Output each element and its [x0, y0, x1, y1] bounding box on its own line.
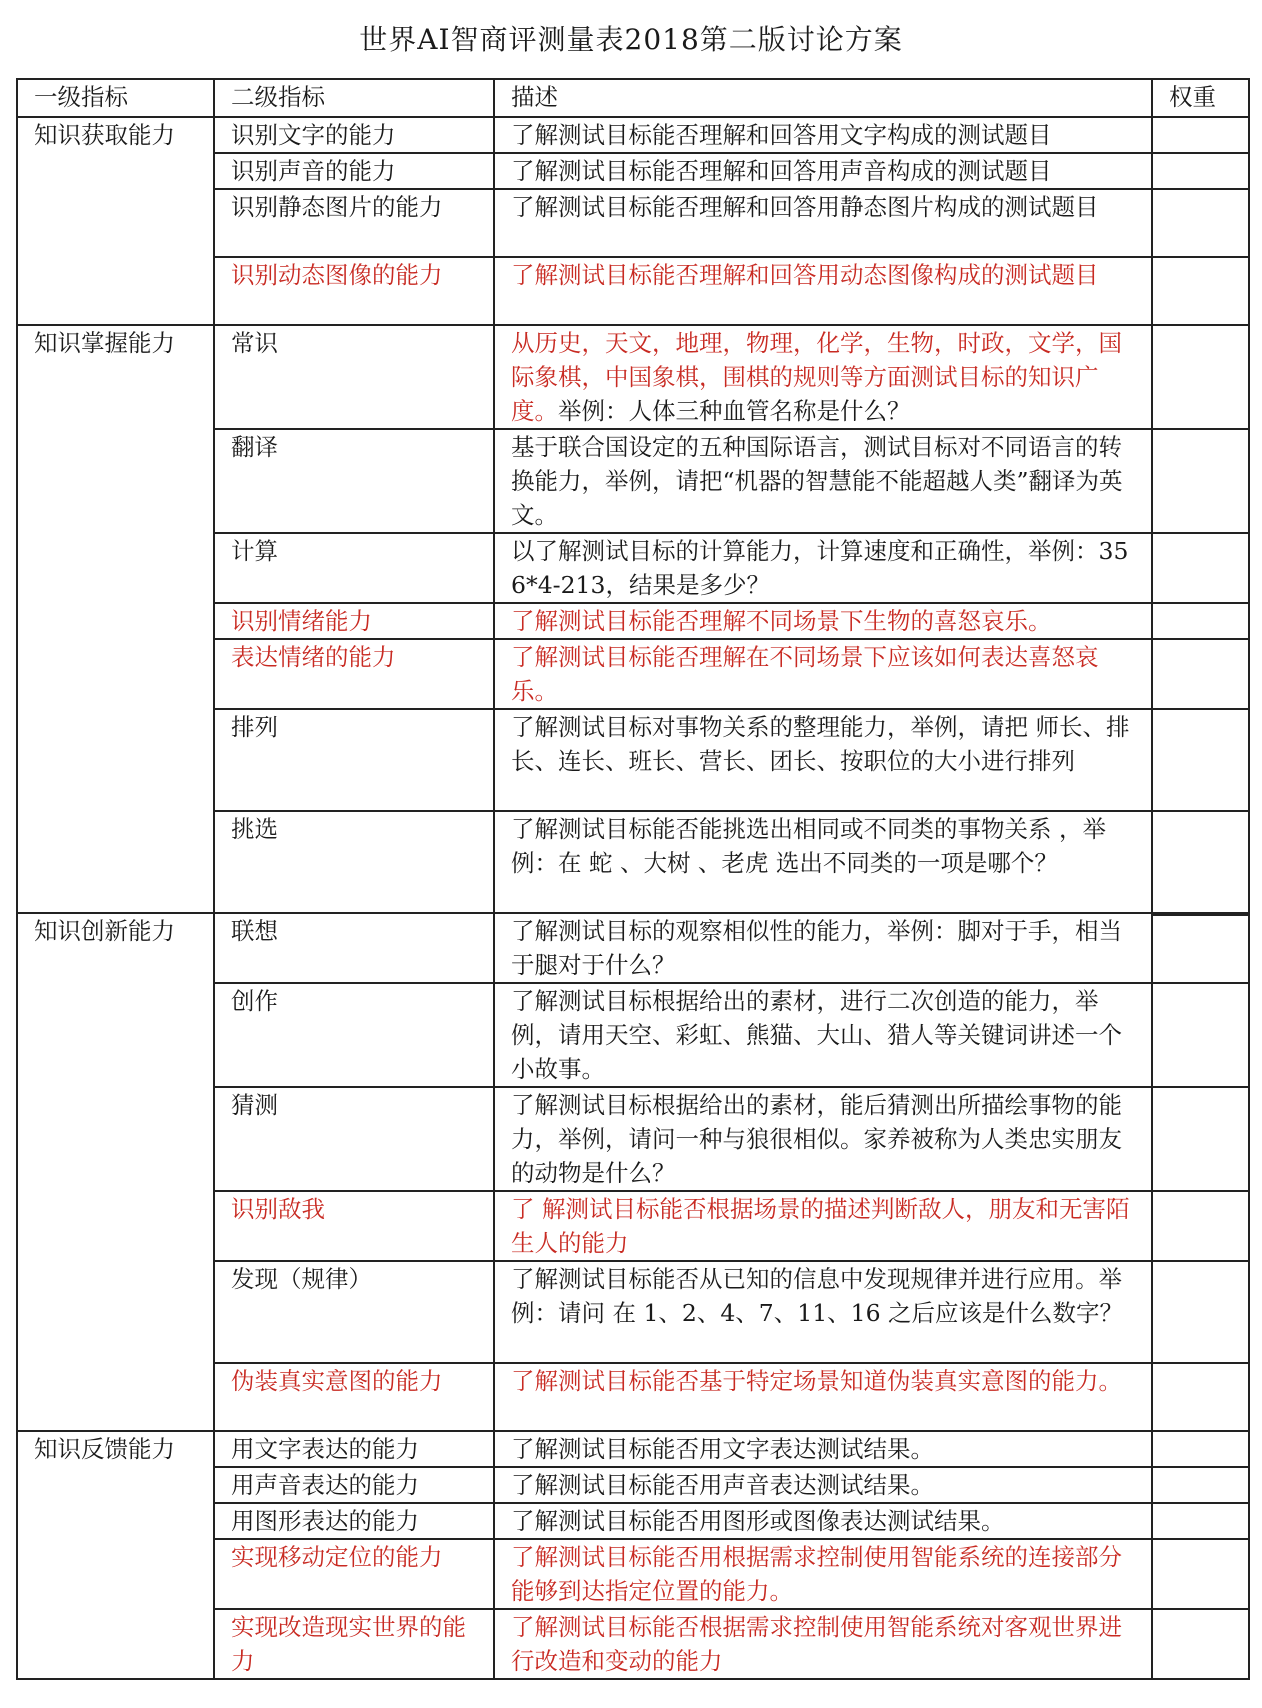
weight-cell	[1152, 533, 1249, 603]
description-cell: 了解测试目标根据给出的素材，进行二次创造的能力，举例，请用天空、彩虹、熊猫、大山、猎人等关键词讲述一个小故事。	[494, 983, 1152, 1087]
level2-cell: 常识	[214, 325, 494, 429]
weight-cell	[1152, 639, 1249, 709]
level2-cell: 识别动态图像的能力	[214, 257, 494, 325]
level2-cell: 用图形表达的能力	[214, 1503, 494, 1539]
level2-cell: 猜测	[214, 1087, 494, 1191]
description-cell: 了解测试目标的观察相似性的能力，举例：脚对于手，相当于腿对于什么？	[494, 913, 1152, 983]
weight-cell	[1152, 1261, 1249, 1363]
table-row	[17, 913, 1249, 983]
level2-cell: 识别文字的能力	[214, 117, 494, 153]
description-cell	[494, 325, 1152, 429]
weight-cell	[1152, 257, 1249, 325]
level2-cell: 发现（规律）	[214, 1261, 494, 1363]
weight-cell	[1152, 1467, 1249, 1503]
level2-cell: 挑选	[214, 811, 494, 913]
description-example: 举例：人体三种血管名称是什么？	[558, 397, 911, 425]
header-description: 描述	[494, 79, 1152, 117]
weight-cell	[1152, 153, 1249, 189]
description-cell: 了解测试目标对事物关系的整理能力，举例，请把 师长、排长、连长、班长、营长、团长、按职位的大小进行排列	[494, 709, 1152, 811]
description-cell: 了解测试目标能否能挑选出相同或不同类的事物关系 ，举例：在 蛇 、大树 、老虎 选出不同类的一项是哪个？	[494, 811, 1152, 913]
level2-cell: 创作	[214, 983, 494, 1087]
header-level2: 二级指标	[214, 79, 494, 117]
description-cell: 了解测试目标能否用图形或图像表达测试结果。	[494, 1503, 1152, 1539]
weight-cell	[1152, 189, 1249, 257]
description-cell: 了 解测试目标能否根据场景的描述判断敌人，朋友和无害陌生人的能力	[494, 1191, 1152, 1261]
weight-cell	[1152, 1087, 1249, 1191]
level1-cell: 知识掌握能力	[17, 325, 214, 913]
level2-cell: 排列	[214, 709, 494, 811]
weight-cell	[1152, 117, 1249, 153]
description-cell: 了解测试目标能否用根据需求控制使用智能系统的连接部分能够到达指定位置的能力。	[494, 1539, 1152, 1609]
description-cell: 了解测试目标能否用文字表达测试结果。	[494, 1431, 1152, 1467]
description-cell: 了解测试目标根据给出的素材，能后猜测出所描绘事物的能力，举例，请问一种与狼很相似。家养被称为人类忠实朋友的动物是什么？	[494, 1087, 1152, 1191]
level2-cell: 计算	[214, 533, 494, 603]
level2-cell: 表达情绪的能力	[214, 639, 494, 709]
level2-cell: 识别静态图片的能力	[214, 189, 494, 257]
level2-cell: 实现移动定位的能力	[214, 1539, 494, 1609]
weight-cell	[1152, 603, 1249, 639]
weight-cell	[1152, 983, 1249, 1087]
level2-cell: 伪装真实意图的能力	[214, 1363, 494, 1431]
description-cell: 了解测试目标能否根据需求控制使用智能系统对客观世界进行改造和变动的能力	[494, 1609, 1152, 1679]
level2-cell: 翻译	[214, 429, 494, 533]
weight-cell	[1152, 709, 1249, 811]
level2-cell: 用文字表达的能力	[214, 1431, 494, 1467]
description-cell: 了解测试目标能否基于特定场景知道伪装真实意图的能力。	[494, 1363, 1152, 1431]
level2-cell: 用声音表达的能力	[214, 1467, 494, 1503]
level2-cell: 识别敌我	[214, 1191, 494, 1261]
description-cell: 了解测试目标能否理解和回答用声音构成的测试题目	[494, 153, 1152, 189]
level2-cell: 实现改造现实世界的能力	[214, 1609, 494, 1679]
weight-cell	[1152, 429, 1249, 533]
weight-cell	[1152, 1363, 1249, 1431]
header-weight: 权重	[1152, 79, 1249, 117]
table-row	[17, 325, 1249, 429]
page-title: 世界AI智商评测量表2018第二版讨论方案	[359, 23, 903, 56]
header-row	[17, 79, 1249, 117]
description-cell: 了解测试目标能否理解和回答用静态图片构成的测试题目	[494, 189, 1152, 257]
level2-cell: 识别情绪能力	[214, 603, 494, 639]
description-cell: 了解测试目标能否理解不同场景下生物的喜怒哀乐。	[494, 603, 1152, 639]
weight-cell	[1152, 1431, 1249, 1467]
level2-cell: 识别声音的能力	[214, 153, 494, 189]
weight-cell	[1152, 325, 1249, 429]
level2-cell: 联想	[214, 913, 494, 983]
evaluation-table	[16, 78, 1250, 1680]
level1-cell: 知识创新能力	[17, 913, 214, 1431]
weight-cell	[1152, 1191, 1249, 1261]
description-cell: 了解测试目标能否理解和回答用动态图像构成的测试题目	[494, 257, 1152, 325]
table-row	[17, 1431, 1249, 1467]
level1-cell: 知识获取能力	[17, 117, 214, 325]
weight-cell	[1152, 913, 1249, 983]
description-cell: 了解测试目标能否理解在不同场景下应该如何表达喜怒哀乐。	[494, 639, 1152, 709]
level1-cell: 知识反馈能力	[17, 1431, 214, 1679]
description-cell: 了解测试目标能否用声音表达测试结果。	[494, 1467, 1152, 1503]
description-cell: 以了解测试目标的计算能力，计算速度和正确性，举例：356*4-213，结果是多少？	[494, 533, 1152, 603]
description-cell: 基于联合国设定的五种国际语言，测试目标对不同语言的转换能力，举例，请把“机器的智慧能不能超越人类”翻译为英文。	[494, 429, 1152, 533]
header-level1: 一级指标	[17, 79, 214, 117]
weight-cell	[1152, 1609, 1249, 1679]
description-highlight: 从历史，天文，地理，物理，化学，生物，时政，文学，国际象棋，中国象棋，围棋的规则等方面测试目标的知识广度。	[511, 329, 1122, 425]
weight-cell	[1152, 1539, 1249, 1609]
description-cell: 了解测试目标能否从已知的信息中发现规律并进行应用。举例：请问 在 1、2、4、7、11、16 之后应该是什么数字？	[494, 1261, 1152, 1363]
table-row	[17, 117, 1249, 153]
weight-cell	[1152, 811, 1249, 913]
weight-cell	[1152, 1503, 1249, 1539]
description-cell: 了解测试目标能否理解和回答用文字构成的测试题目	[494, 117, 1152, 153]
